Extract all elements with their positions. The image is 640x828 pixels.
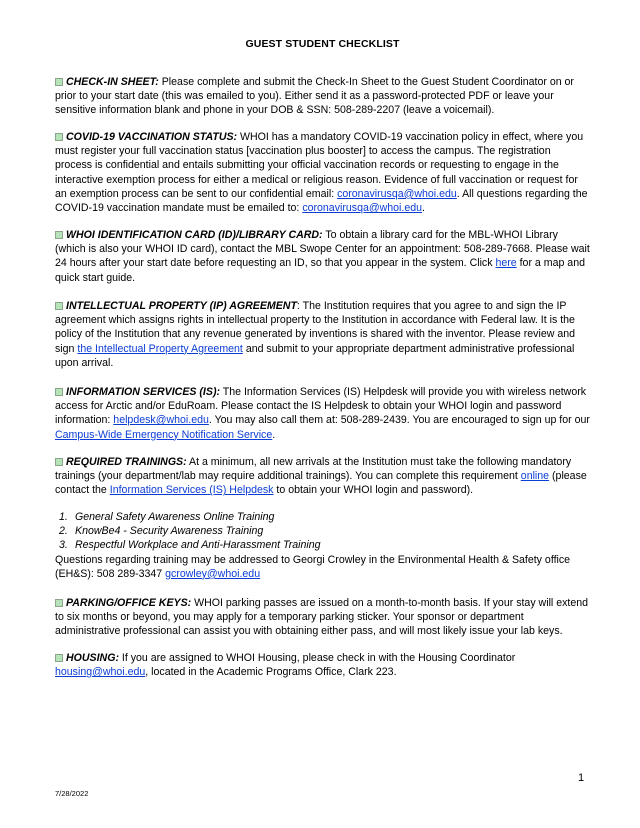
section-parking	[55, 596, 590, 639]
checkbox-icon[interactable]	[55, 458, 63, 466]
section-text: To obtain a library card for the MBL-WHOI Library (which is also your WHOI ID card), contact the MBL Swope Center for an appointment: 508-289-7668. Please wait 24 hours after your start date before requesting an ID, so that you appear in the system. Click	[55, 229, 590, 270]
section-text: Questions regarding training may be addressed to Georgi Crowley in the Environmental Health & Safety office (EH&S): 508 289-3347	[55, 553, 571, 580]
section-heading: REQUIRED TRAININGS:	[66, 456, 187, 468]
list-number: 2.	[59, 525, 68, 538]
section-text: to obtain your WHOI login and password).	[273, 484, 474, 497]
housing-email-link[interactable]: housing@whoi.edu	[55, 666, 146, 679]
covid-email-link[interactable]: coronavirusqa@whoi.edu	[337, 187, 457, 200]
checkbox-icon[interactable]	[55, 133, 63, 141]
section-text: (please contact the	[55, 470, 587, 497]
training-item	[55, 524, 590, 538]
section-text: : The Institution requires that you agree to and sign the IP agreement which assigns rights in intellectual property to the Institution in accordance with Federal law. It is the policy of the Institution that any revenue generated by inventions is shared with the inventor. Please review and sign	[55, 300, 575, 355]
checkbox-icon[interactable]	[55, 654, 63, 662]
covid-email-link-2[interactable]: coronavirusqa@whoi.edu	[302, 202, 423, 215]
section-text: WHOI has a mandatory COVID-19 vaccination policy in effect, where you must register your full vaccination status [vaccination plus booster] to access the campus. The registration process is confidential and entails submitting your official vaccination records or requesting to engage in the interactive exemption process for either a medical or religious reason. Evidence of full vaccination or request for an exemption process can be sent to our confidential email:	[55, 131, 584, 200]
section-text: .	[272, 428, 276, 441]
trainings-list	[55, 510, 590, 553]
section-heading: INFORMATION SERVICES (IS):	[66, 386, 221, 398]
is-helpdesk-link[interactable]: Information Services (IS) Helpdesk	[109, 484, 274, 497]
section-heading: WHOI IDENTIFICATION CARD (ID)/LIBRARY CARD:	[66, 229, 323, 241]
section-ip-agreement	[55, 299, 590, 370]
section-housing	[55, 651, 590, 679]
section-heading: HOUSING:	[66, 652, 119, 664]
page-title: GUEST STUDENT CHECKLIST	[245, 38, 400, 50]
training-label: General Safety Awareness Online Training	[75, 511, 275, 523]
training-label: Respectful Workplace and Anti-Harassment Training	[75, 539, 321, 552]
list-number: 1.	[59, 511, 68, 523]
checkbox-icon[interactable]	[55, 599, 63, 607]
checkbox-icon[interactable]	[55, 231, 63, 239]
section-text: If you are assigned to WHOI Housing, please check in with the Housing Coordinator	[118, 652, 516, 664]
section-heading: CHECK-IN SHEET:	[66, 76, 159, 88]
checkbox-icon[interactable]	[55, 78, 63, 86]
section-text: At a minimum, all new arrivals at the Institution must take the following mandatory trainings (your department/lab may require additional trainings). You can complete this requirement	[55, 456, 572, 483]
ip-agreement-link[interactable]: the Intellectual Property Agreement	[77, 342, 243, 355]
section-heading: INTELLECTUAL PROPERTY (IP) AGREEMENT	[66, 300, 297, 312]
page-number: 1	[578, 772, 585, 784]
training-label: KnowBe4 - Security Awareness Training	[75, 525, 264, 538]
section-text: The Information Services (IS) Helpdesk will provide you with wireless network access for Arctic and/or EduRoam. Please contact the IS Helpdesk to obtain your WHOI login and password information:	[55, 386, 587, 427]
emergency-notification-link[interactable]: Campus-Wide Emergency Notification Service	[55, 428, 273, 441]
section-information-services	[55, 385, 590, 442]
list-number: 3.	[59, 539, 68, 552]
section-text: .	[422, 202, 425, 215]
section-text: and submit to your appropriate department administrative professional upon arrival.	[55, 342, 575, 369]
section-text: WHOI parking passes are issued on a month-to-month basis. If your stay will extend to six months or beyond, you may apply for a temporary parking sticker. Your sponsor or department administrative professional can assist you with obtaining either pass, and will most likely issue your lab keys.	[55, 597, 589, 638]
map-guide-link[interactable]: here	[495, 257, 517, 270]
footer-date: 7/28/2022	[55, 789, 89, 798]
section-text: . All questions regarding the COVID-19 vaccination mandate must be emailed to:	[55, 187, 588, 215]
section-check-in	[55, 75, 590, 118]
section-text: Please complete and submit the Check-In Sheet to the Guest Student Coordinator on or prior to your start date (this was emailed to you). Either send it as a password-protected PDF or leave your sensitive information blank and phone in your DOB & SSN: 508-289-2207 (leave a voicemail).	[55, 76, 574, 117]
online-training-link[interactable]: online	[520, 470, 550, 483]
checkbox-icon[interactable]	[55, 388, 63, 396]
section-text: . You may also call them at: 508-289-2439. You are encouraged to sign up for our	[208, 414, 590, 427]
section-id-card	[55, 228, 590, 285]
training-item	[55, 510, 590, 524]
section-covid	[55, 130, 590, 215]
trainings-list-block	[55, 510, 590, 581]
checkbox-icon[interactable]	[55, 302, 63, 310]
section-heading: PARKING/OFFICE KEYS:	[66, 597, 192, 609]
section-text: , located in the Academic Programs Office, Clark 223.	[145, 666, 397, 679]
section-heading: COVID-19 VACCINATION STATUS:	[66, 131, 238, 143]
ehs-email-link[interactable]: gcrowley@whoi.edu	[165, 567, 261, 580]
helpdesk-email-link[interactable]: helpdesk@whoi.edu	[113, 414, 209, 427]
section-text: for a map and quick start guide.	[55, 257, 585, 284]
training-questions	[55, 553, 590, 581]
training-item	[55, 538, 590, 552]
section-required-trainings	[55, 455, 590, 498]
